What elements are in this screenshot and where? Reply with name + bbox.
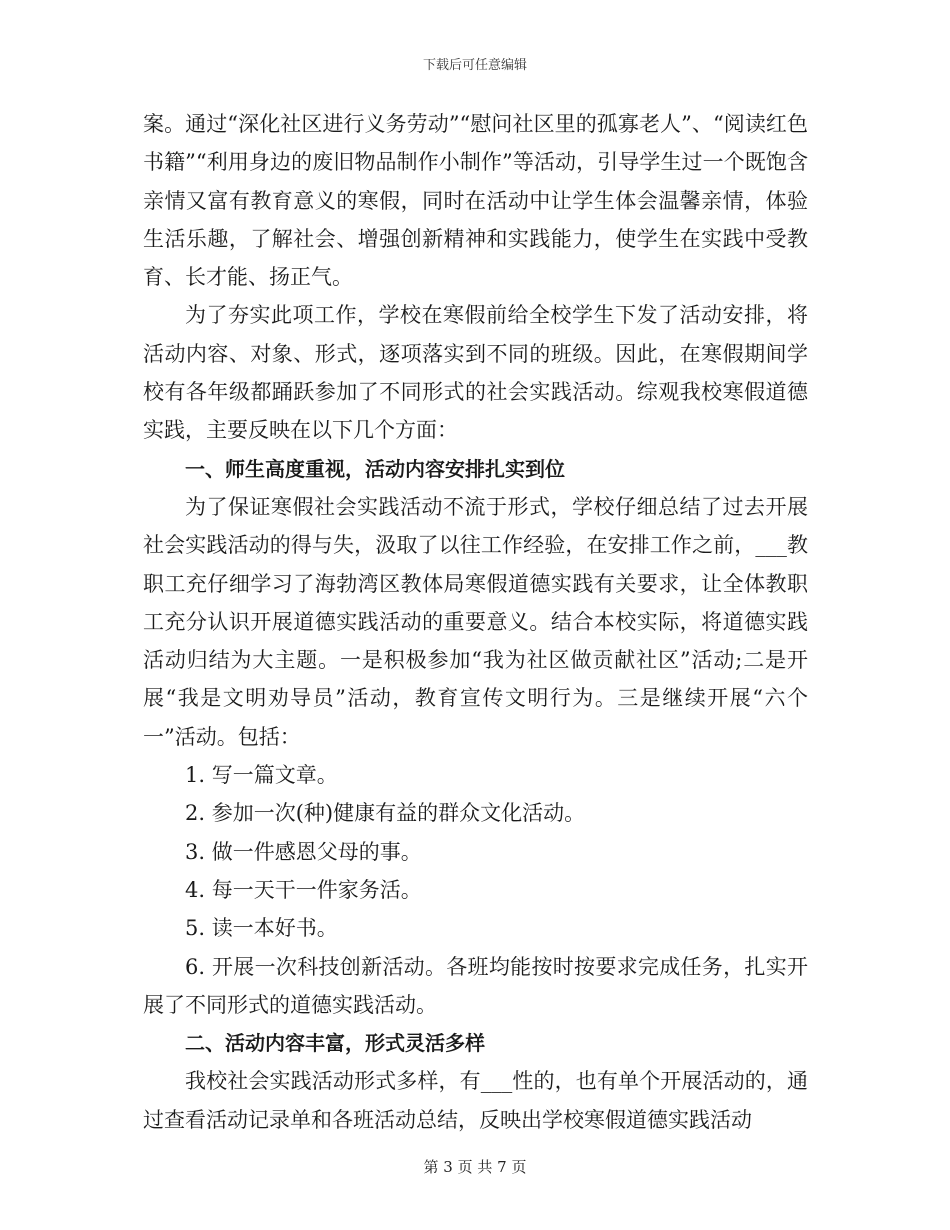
list-item-5: 5. 读一本好书。 (185, 916, 338, 941)
list-item-2: 2. 参加一次(种)健康有益的群众文化活动。 (185, 801, 586, 826)
paragraph-2: 为了夯实此项工作，学校在寒假前给全校学生下发了活动安排，将活动内容、对象、形式，逐项落实到不同的班级。因此，在寒假期间学校有各年级都踊跃参加了不同形式的社会实践活动。综观我校寒假道德实践，主要反映在以下几个方面： (143, 303, 808, 443)
list-item-6: 6. 开展一次科技创新活动。各班均能按时按要求完成任务，扎实开展了不同形式的道德实践活动。 (143, 954, 808, 1017)
section-heading-2: 二、活动内容丰富，形式灵活多样 (185, 1031, 485, 1056)
page-footer: 第 3 页 共 7 页 (423, 1158, 527, 1176)
list-item-1: 1. 写一篇文章。 (185, 763, 338, 788)
list-item-4: 4. 每一天干一件家务活。 (185, 877, 422, 902)
page-header: 下载后可任意编辑 (422, 58, 527, 73)
document-body (143, 105, 808, 1139)
paragraph-4: 我校社会实践活动形式多样，有___性的，也有单个开展活动的，通过查看活动记录单和各班活动总结，反映出学校寒假道德实践活动 (143, 1069, 808, 1132)
list-item-3: 3. 做一件感恩父母的事。 (185, 839, 422, 864)
paragraph-1: 案。通过“深化社区进行义务劳动”“慰问社区里的孤寡老人”、“阅读红色书籍”“利用身边的废旧物品制作小制作”等活动，引导学生过一个既饱含亲情又富有教育意义的寒假，同时在活动中让学生体会温馨亲情，体验生活乐趣，了解社会、增强创新精神和实践能力，使学生在实践中受教育、长才能、扬正气。 (143, 112, 808, 290)
section-heading-1: 一、师生高度重视，活动内容安排扎实到位 (185, 456, 565, 481)
paragraph-3: 为了保证寒假社会实践活动不流于形式，学校仔细总结了过去开展社会实践活动的得与失，汲取了以往工作经验，在安排工作之前，___教职工充仔细学习了海勃湾区教体局寒假道德实践有关要求，让全体教职工充分认识开展道德实践活动的重要意义。结合本校实际，将道德实践活动归结为大主题。一是积极参加“我为社区做贡献社区”活动;二是开展“我是文明劝导员”活动，教育宣传文明行为。三是继续开展“六个一”活动。包括： (143, 494, 808, 749)
